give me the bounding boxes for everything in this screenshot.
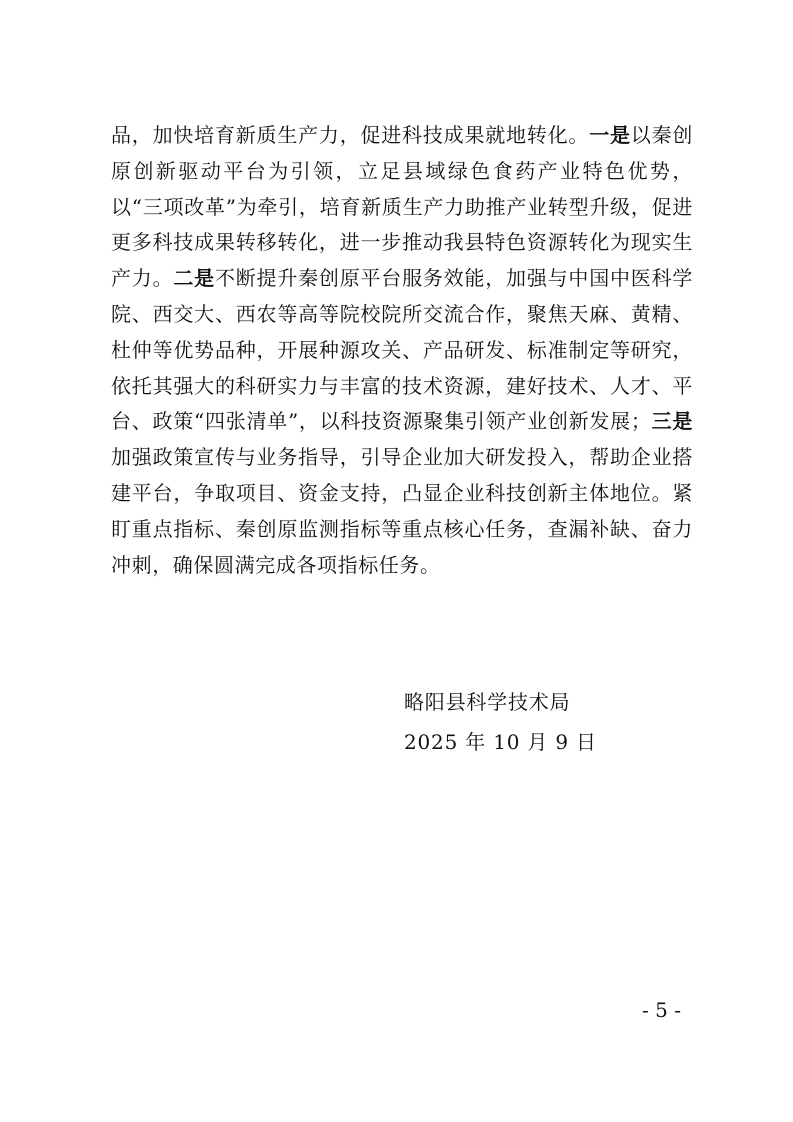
signature-block — [404, 682, 597, 762]
signature-organization: 略阳县科学技术局 — [404, 690, 571, 714]
emphasis-third: 三是 — [651, 409, 693, 434]
signature-date: 2025 年 10 月 9 日 — [404, 730, 597, 754]
text-segment-1: 品，加快培育新质生产力，促进科技成果就地转化。 — [111, 123, 590, 147]
page-number: - 5 - — [642, 998, 681, 1022]
text-segment-4: 加强政策宣传与业务指导，引导企业加大研发投入，帮助企业搭建平台，争取项目、资金支持，凸显企业科技创新主体地位。紧盯重点指标、秦创原监测指标等重点核心任务，查漏补缺、奋力冲刺，确保圆满完成各项指标任务。 — [111, 445, 693, 577]
emphasis-first: 一是 — [589, 123, 631, 147]
body-paragraph — [111, 118, 693, 583]
emphasis-second: 二是 — [173, 266, 215, 291]
text-segment-2: 以秦创原创新驱动平台为引领，立足县域绿色食药产业特色优势，以“三项改革”为牵引，培育新质生产力助推产业转型升级，促进更多科技成果转移转化，进一步推动我县特色资源转化为现实生产力。 — [111, 123, 693, 291]
text-segment-3: 不断提升秦创原平台服务效能，加强与中国中医科学院、西交大、西农等高等院校院所交流合作，聚焦天麻、黄精、杜仲等优势品种，开展种源攻关、产品研发、标准制定等研究，依托其强大的科研实力与丰富的技术资源，建好技术、人才、平台、政策“四张清单”，以科技资源聚集引领产业创新发展； — [111, 266, 693, 434]
